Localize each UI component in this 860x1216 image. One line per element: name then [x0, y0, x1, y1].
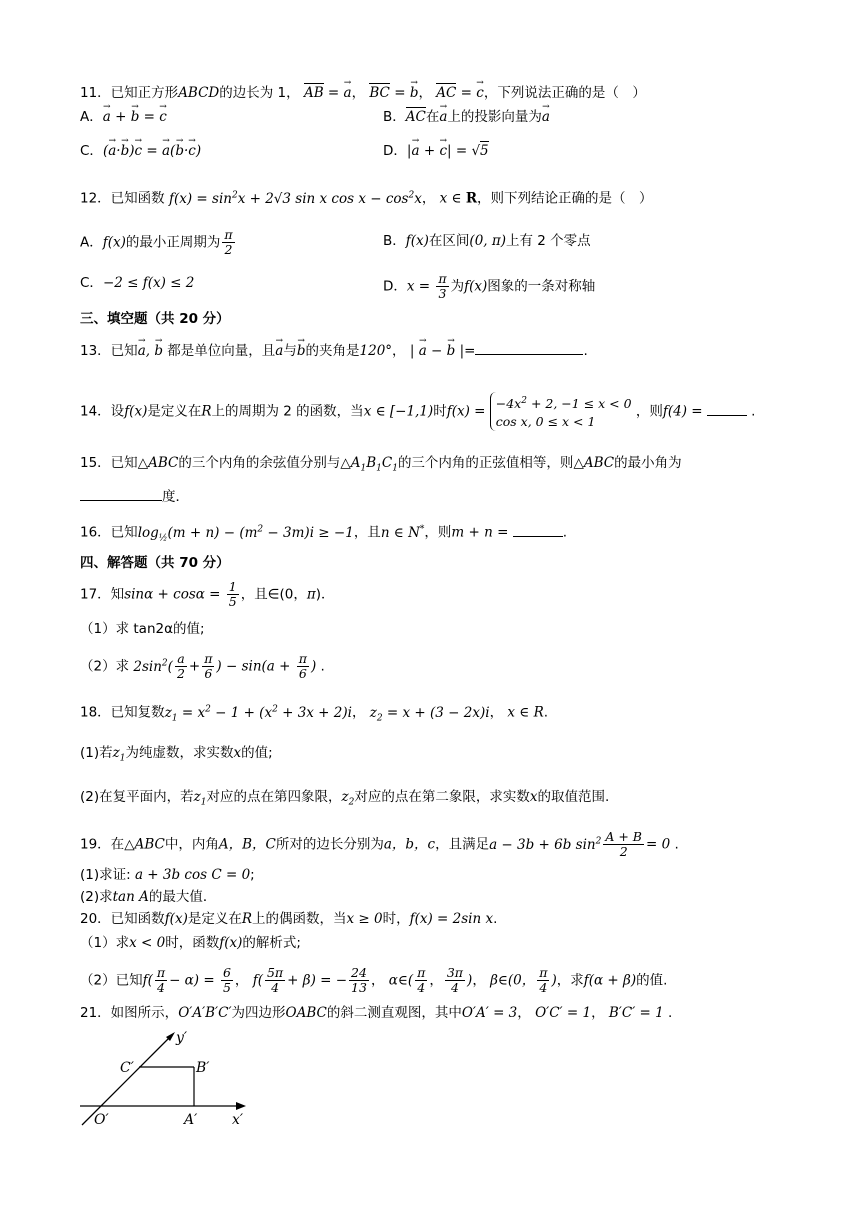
q12-option-a: A．f(x)的最小正周期为 $\frac{\pi}{2}$ — [80, 227, 233, 257]
section-fill-blank: 三、填空题（共 20 分） — [80, 311, 230, 327]
q18-part1: (1)若$z_1$为纯虚数，求实数x的值; — [80, 745, 273, 764]
q20: 20．已知函数f(x)是定义在R上的偶函数，当x ≥ 0时，f(x) = 2sin x. — [80, 911, 498, 927]
q13: 13．已知→ a, → b 都是单位向量，且→ a与→ b的夹角是120°， | → a − → b |= . — [80, 340, 588, 362]
q19: 19．在△ABC中，内角A，B，C所对的边长分别为a，b，c，且满足a − 3b + 6b $\sin^2$ $\frac{A + B}{2}$ = 0 . — [80, 829, 679, 859]
q19-part1: (1)求证: a + 3b cos C = 0; — [80, 867, 255, 883]
oblique-projection-figure — [76, 1020, 266, 1135]
x-axis-arrow — [236, 1102, 246, 1110]
q11-option-b: B．AC在→ a上的投影向量为→ a — [383, 106, 550, 128]
q15-blank: 度． — [80, 486, 189, 508]
q18: 18．已知复数$z_1 = x^2 - 1 + (x^2 + 3x + 2)i$， $z_2 = x + (3 - 2x)i$， x ∈ R. — [80, 704, 549, 724]
q11-option-a: A．→ a + → b = → c — [80, 106, 167, 128]
q20-part1: （1）求x < 0时，函数f(x)的解析式; — [80, 935, 301, 951]
q17: 17．知sinα + cosα = $\frac{1}{5}$ ，且∈(0，π)． — [80, 579, 335, 609]
q11-option-c: C．(→ a·→ b)→ c = → a(→ b·→ c) — [80, 140, 201, 162]
q14: 14．设f(x)是定义在R上的周期为 2 的函数，当x ∈ [−1,1)时f(x) = $-4x^2 + 2$, −1 ≤ x < 0 cos x, 0 ≤ x < 1 ，则f(4) = . — [80, 392, 755, 431]
q11-option-d: D．|→ a + → c| = √5 — [383, 140, 489, 162]
q12-option-d: D．x = $\frac{\pi}{3}$ 为f(x)图象的一条对称轴 — [383, 271, 596, 301]
q17-part2: （2）求 $2\sin^2$( $\frac{a}{2}$ + $\frac{\pi}{6}$ ) − sin(a + $\frac{\pi}{6}$ ) . — [80, 651, 325, 681]
q19-part2: (2)求tan A的最大值． — [80, 889, 217, 905]
q17-part1: （1）求 tan2α的值; — [80, 621, 205, 637]
label-x-prime: x′ — [232, 1112, 244, 1128]
label-y-prime: y′ — [176, 1030, 188, 1046]
label-c-prime: C′ — [120, 1060, 134, 1076]
q20-part2: （2）已知f( $\frac{\pi}{4}$ − α) = $\frac{6}{5}$ ， f( $\frac{5\pi}{4}$ + β) = − $\frac{24}{13}$ ， α∈( $\frac{\pi}{4}$ ， $\frac{3\pi}{4}$ )， β∈(0， $\frac{\pi}{4}$ )，求f(α + β)的值. — [80, 965, 668, 995]
q12-option-b: B．f(x)在区间(0, π)上有 2 个零点 — [383, 233, 591, 249]
q15: 15．已知△ABC的三个内角的余弦值分别与$\triangle A_1B_1C_1$的三个内角的正弦值相等，则△ABC的最小角为 — [80, 455, 682, 474]
q18-part2: (2)在复平面内，若$z_1$对应的点在第四象限，$z_2$对应的点在第二象限，求实数x的取值范围. — [80, 789, 610, 808]
label-b-prime: B′ — [196, 1060, 210, 1076]
label-o-prime: O′ — [94, 1112, 109, 1128]
q21: 21．如图所示，O′A′B′C′为四边形OABC的斜二测直观图，其中O′A′ = 3， O′C′ = 1， B′C′ = 1 . — [80, 1005, 673, 1021]
section-answer: 四、解答题（共 70 分） — [80, 555, 230, 571]
q16: 16．已知$\log_{\frac{1}{2}}(m + n) - (m^2 - 3m)i \ge -1$，且n ∈ N*，则m + n = . — [80, 518, 567, 549]
q12-option-c: C．−2 ≤ f(x) ≤ 2 — [80, 275, 195, 291]
q12-stem: 12．已知函数 $f(x) = \sin^2x + 2√3$ sin x $\cos x - \cos^2x$， x ∈ R，则下列结论正确的是（ ） — [80, 190, 653, 207]
q11-stem: 11．已知正方形ABCD的边长为 1， AB = → a， BC = → b， AC = → c，下列说法正确的是（ ） — [80, 82, 646, 104]
label-a-prime: A′ — [184, 1112, 198, 1128]
